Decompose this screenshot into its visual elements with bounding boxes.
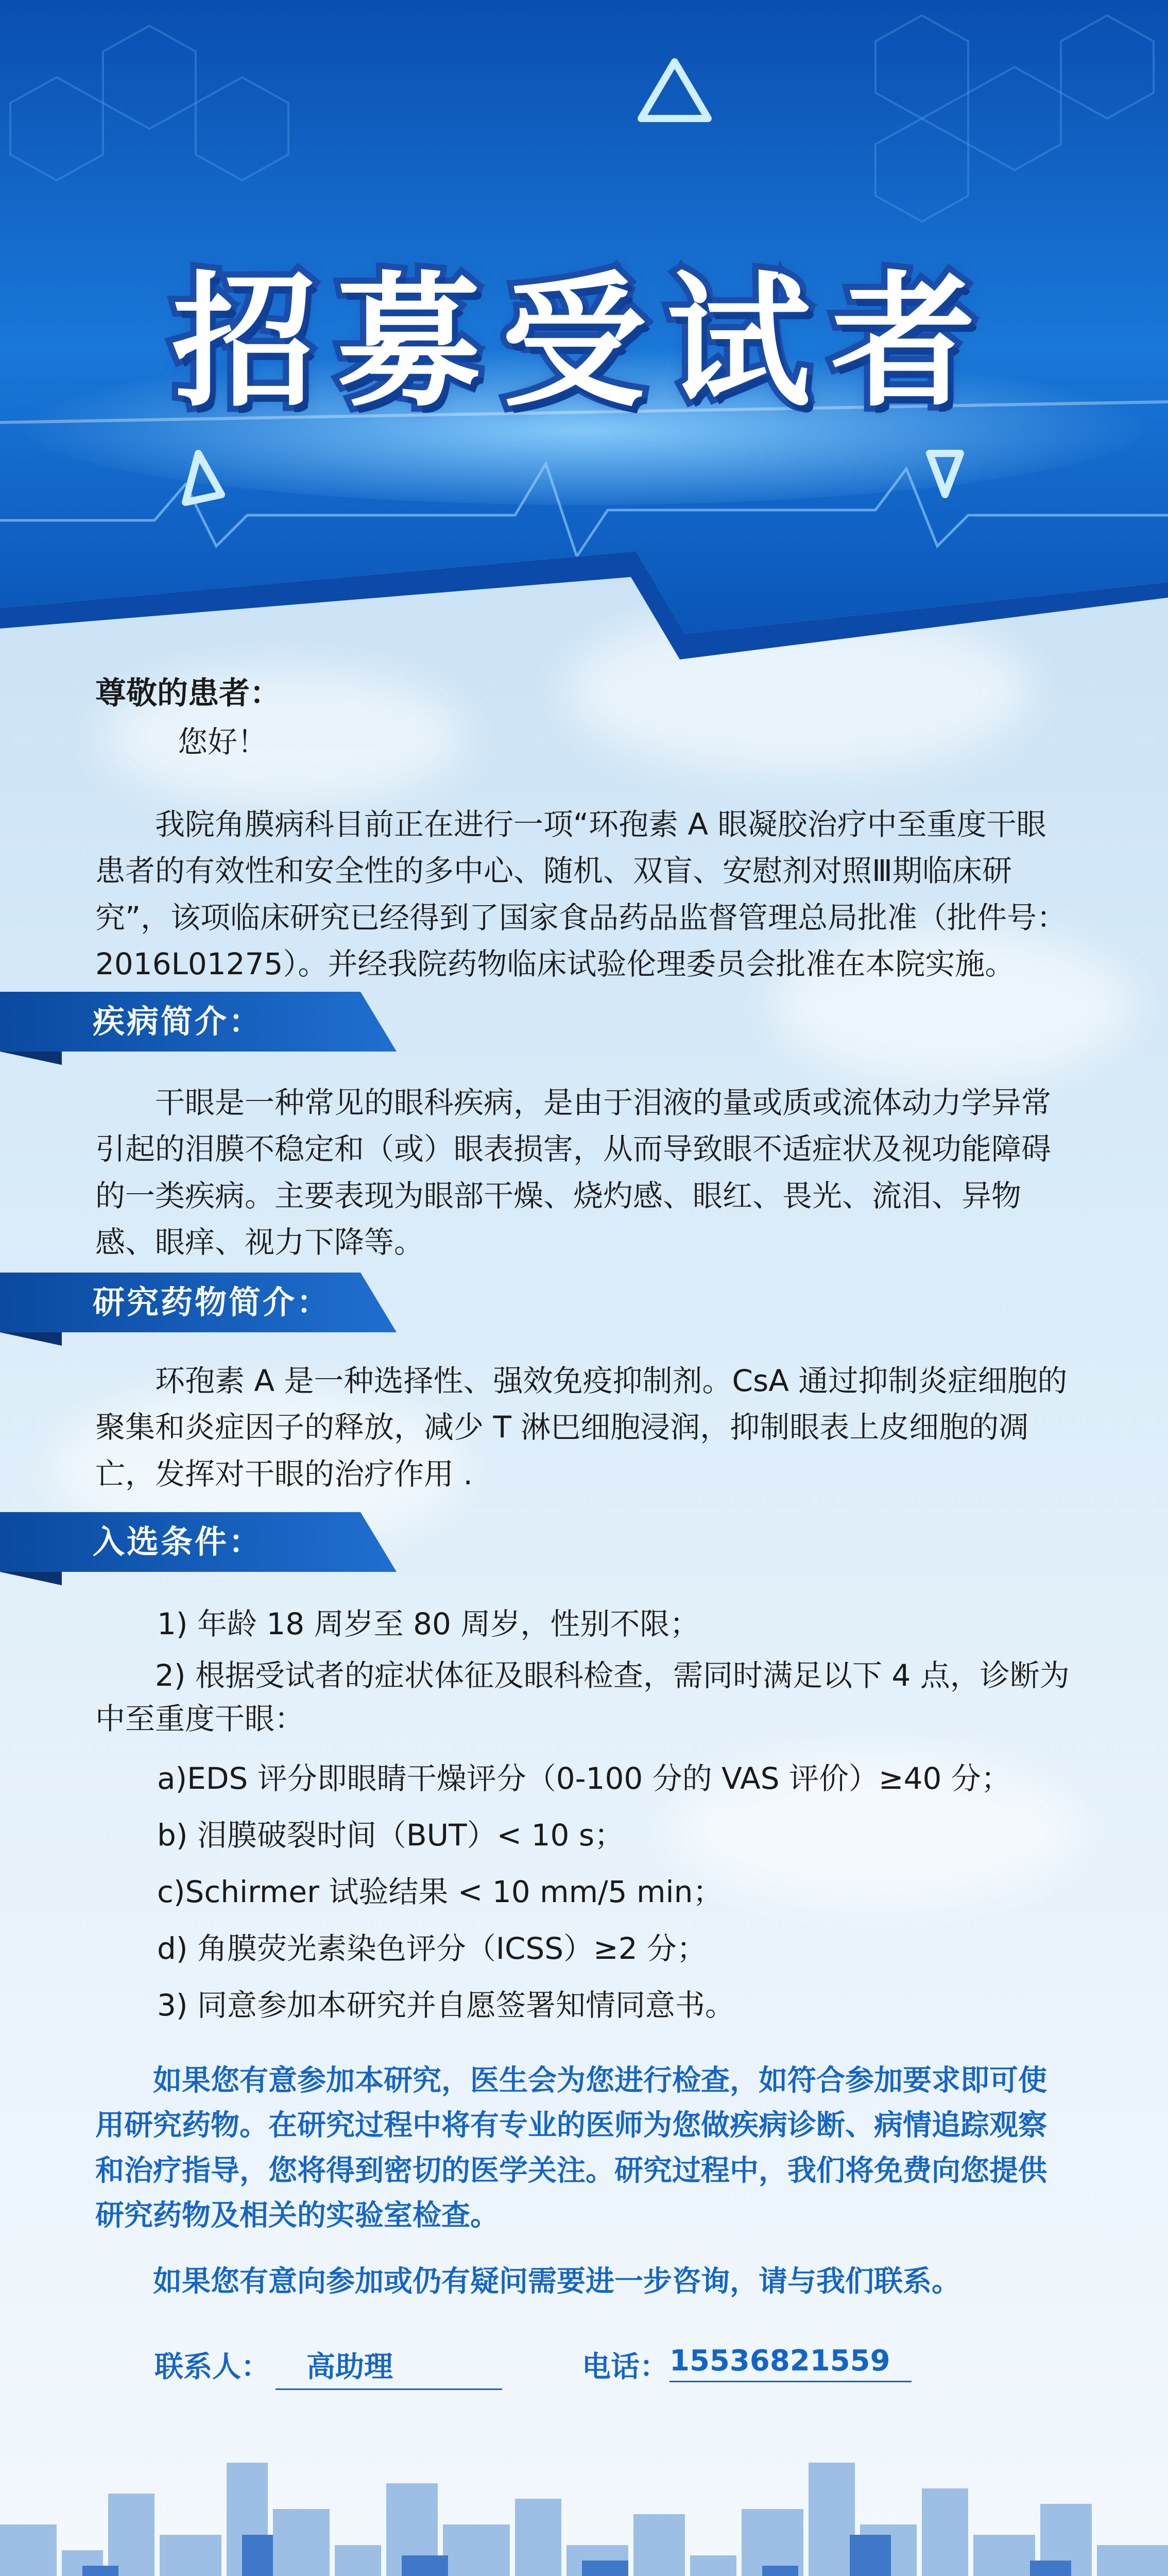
- hello-text: 您好！: [178, 724, 268, 759]
- section-banner-disease: [0, 992, 397, 1052]
- criteria-item-1: 1) 年龄 18 周岁至 80 周岁，性别不限；: [157, 1606, 700, 1641]
- contact-notice: 如果您有意向参加或仍有疑问需要进一步咨询，请与我们联系。: [153, 2265, 960, 2298]
- phone-label: 电话：: [582, 2350, 668, 2384]
- salutation: 尊敬的患者：: [95, 675, 281, 711]
- section-banner-drug: [0, 1273, 397, 1332]
- phone-number: 15536821559: [669, 2344, 912, 2382]
- criteria-item-2: 2) 根据受试者的症状体征及眼科检查，需同时满足以下 4 点，诊断为中至重度干眼：: [95, 1658, 1070, 1737]
- page-title: 招募受试者: [172, 259, 996, 427]
- criteria-sub-a: a)EDS 评分即眼睛干燥评分（0-100 分的 VAS 评价）≥40 分；: [157, 1761, 1011, 1796]
- disease-paragraph: 干眼是一种常见的眼科疾病，是由于泪液的量或质或流体动力学异常引起的泪膜不稳定和（或）眼表损害，从而导致眼不适症状及视功能障碍的一类疾病。主要表现为眼部干燥、烧灼感、眼红、畏光、流泪、异物感、眼痒、视力下降等。: [95, 1085, 1052, 1260]
- section-title-disease: 疾病简介：: [93, 1003, 263, 1040]
- contact-person-label: 联系人：: [154, 2350, 270, 2384]
- city-skyline-decoration: [0, 2432, 1168, 2576]
- intro-paragraph: 我院角膜病科目前正在进行一项“环孢素 A 眼凝胶治疗中至重度干眼患者的有效性和安全性的多中心、随机、双盲、安慰剂对照Ⅲ期临床研究”，该项临床研究已经得到了国家食品药品监督管理总局批准（批件号：2016L01275）。并经我院药物临床试验伦理委员会批准在本院实施。: [95, 807, 1067, 982]
- criteria-item-3: 3) 同意参加本研究并自愿签署知情同意书。: [157, 1988, 735, 2023]
- criteria-sub-c: c)Schirmer 试验结果 < 10 mm/5 min；: [157, 1874, 723, 1909]
- criteria-sub-d: d) 角膜荧光素染色评分（ICSS）≥2 分；: [157, 1931, 707, 1966]
- drug-paragraph: 环孢素 A 是一种选择性、强效免疫抑制剂。CsA 通过抑制炎症细胞的聚集和炎症因子的释放，减少 T 淋巴细胞浸润，抑制眼表上皮细胞的凋亡，发挥对干眼的治疗作用 .: [95, 1363, 1068, 1492]
- contact-person-value: 高助理: [276, 2344, 502, 2390]
- header-banner: [0, 0, 1168, 665]
- section-title-drug: 研究药物简介：: [93, 1283, 331, 1321]
- criteria-sub-b: b) 泪膜破裂时间（BUT）< 10 s；: [157, 1818, 625, 1853]
- section-banner-criteria: [0, 1512, 397, 1572]
- participation-notice: 如果您有意参加本研究，医生会为您进行检查，如符合参加要求即可使用研究药物。在研究过程中将有专业的医师为您做疾病诊断、病情追踪观察和治疗指导，您将得到密切的医学关注。研究过程中，我们将免费向您提供研究药物及相关的实验室检查。: [95, 2064, 1047, 2233]
- section-title-criteria: 入选条件：: [93, 1523, 263, 1561]
